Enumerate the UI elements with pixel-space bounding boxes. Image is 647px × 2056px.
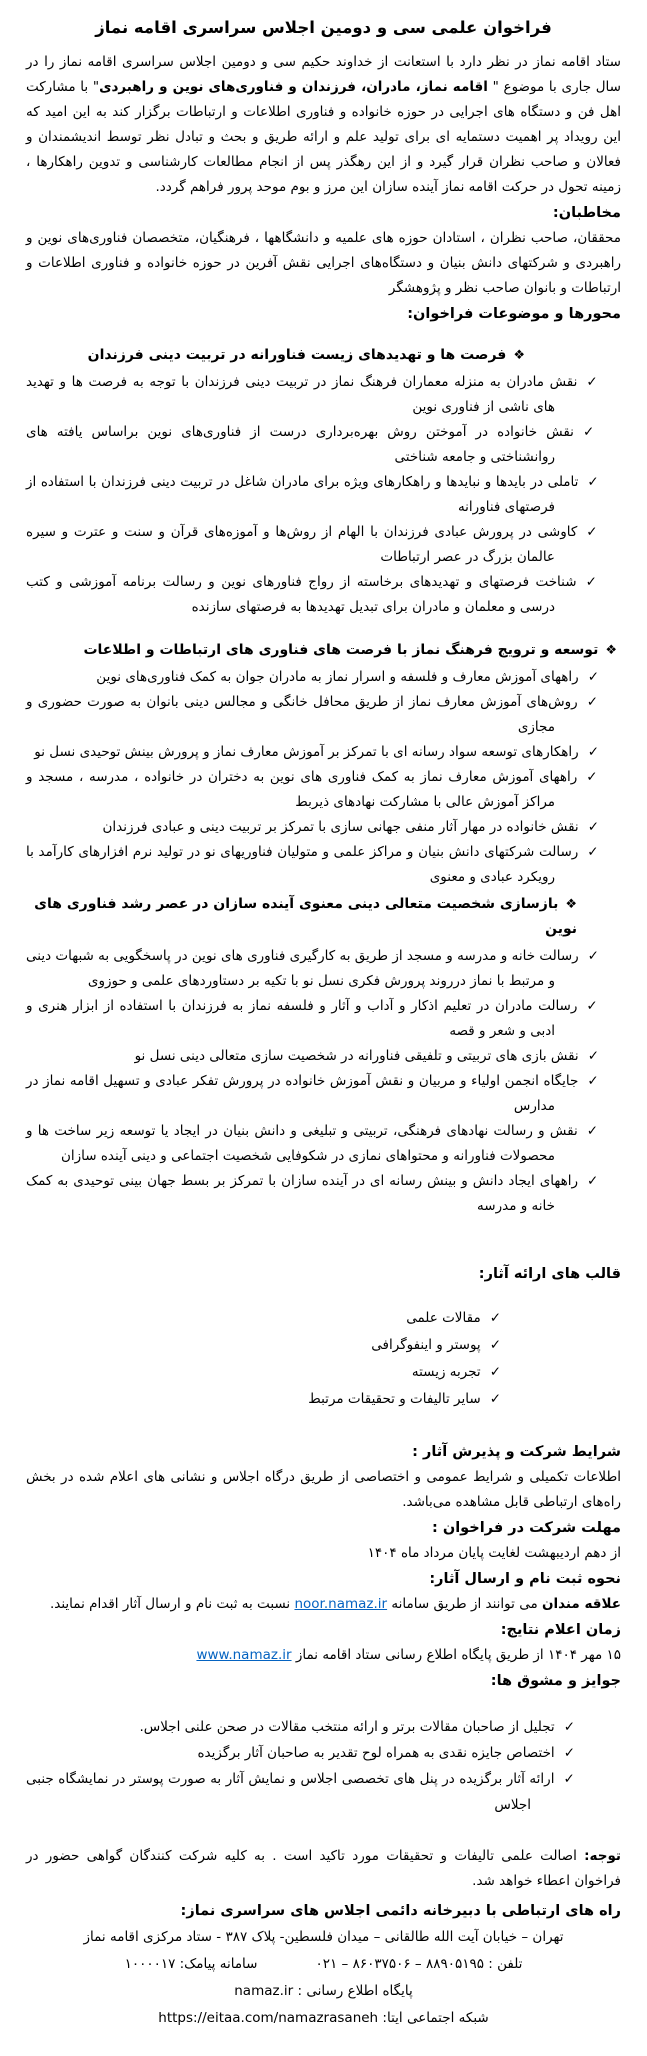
theme-item-text: نقش بازی های تربیتی و تلفیقی فناورانه در شخصیت سازی متعالی دینی نسل نو — [134, 1048, 579, 1064]
format-item-text: پوستر و اینفوگرافی — [371, 1337, 481, 1353]
audience-text: محققان، صاحب نظران ، استادان حوزه های علمیه و دانشگاهها ، فرهنگیان، متخصصان فناوری‌های نوین و راهبردی و شرکتهای دانش بنیان و دستگاه‌های اجرایی نقش آفرین در حوزه خانواده و فناوری اطلاعات و ارتباطات و بانوان صاحب نظر و پژوهشگر — [26, 230, 621, 296]
theme-item-text: رسالت شرکتهای دانش بنیان و مراکز علمی و متولیان فناوریهای نو در تولید نرم افزارهای کارآمد با رویکرد عبادی و معنوی — [26, 844, 579, 885]
registration-lead: علاقه مندان — [541, 1596, 621, 1612]
note-paragraph — [26, 1844, 621, 1894]
formats-heading: قالب های ارائه آثار: — [478, 1266, 621, 1282]
intro-before-topic: ستاد اقامه نماز در نظر دارد با استعانت از خداوند حکیم سی و دومین اجلاس سراسری اقامه نماز را در سال جاری با موضوع " — [26, 54, 621, 95]
theme-item-text: رسالت خانه و مدرسه و مسجد از طریق به کارگیری فناوری های نوین در پاسخگویی به شبهات دینی و مرتبط با نماز درروند پرورش فکری نسل نو با تکیه بر دستاوردهای علمی و حوزوی — [26, 948, 579, 989]
awards-list — [26, 1714, 621, 1818]
format-item-text: سایر تالیفات و تحقیقات مرتبط — [308, 1391, 481, 1407]
award-item — [26, 1766, 621, 1818]
award-item-text: تجلیل از صاحبان مقالات برتر و ارائه منتخب مقالات در صحن علنی اجلاس. — [139, 1719, 555, 1735]
theme-item — [26, 1119, 621, 1169]
theme-item-text: راهکارهای توسعه سواد رسانه ای با تمرکز بر آموزش معارف نماز و پرورش بینش توحیدی نسل نو — [34, 744, 579, 760]
contact-website-label: پایگاه اطلاع رسانی : — [297, 1983, 413, 1999]
diamond-bullet-icon: ❖ — [565, 897, 577, 912]
theme-item — [26, 370, 621, 420]
check-icon: ✓ — [563, 1719, 575, 1735]
theme-section-ict-promotion — [26, 638, 621, 890]
registration-heading: نحوه ثبت نام و ارسال آثار: — [429, 1571, 621, 1587]
theme-item-text: راههای آموزش معارف نماز به کمک فناوری های نوین به دختران در خانواده ، مدرسه ، مسجد و مراکز آموزش عالی با مشارکت نهادهای ذیربط — [26, 769, 578, 810]
theme-item — [26, 740, 621, 765]
check-icon: ✓ — [586, 998, 600, 1014]
format-item — [26, 1305, 621, 1332]
theme-section-ict-title — [26, 638, 621, 663]
check-icon: ✓ — [563, 1771, 575, 1787]
theme-item-text: کاوشی در پرورش عبادی فرزندان با الهام از روش‌ها و آموزه‌های قرآن و سنت و عترت و سیره عالمان بزرگ در عصر ارتباطات — [26, 524, 578, 565]
contact-heading: راه های ارتباطی با دبیرخانه دائمی اجلاس های سراسری نماز: — [180, 1903, 621, 1919]
check-icon: ✓ — [587, 844, 599, 860]
results-before-link: ۱۵ مهر ۱۴۰۴ از طریق پایگاه اطلاع رسانی ستاد اقامه نماز — [291, 1647, 621, 1663]
conditions-heading: شرایط شرکت و پذیرش آثار : — [412, 1444, 621, 1460]
contact-social-line — [26, 2005, 621, 2032]
section-title-text: فرصت ها و تهدیدهای زیست فناورانه در تربیت دینی فرزندان — [87, 347, 507, 363]
theme-item — [26, 1169, 621, 1219]
check-icon: ✓ — [586, 524, 599, 540]
check-icon: ✓ — [489, 1364, 501, 1380]
theme-item-text: روش‌های آموزش معارف نماز از طریق محافل خانگی و مجالس دینی بانوان به صورت حضوری و مجازی — [26, 694, 578, 735]
format-item-text: تجربه زیسته — [411, 1364, 481, 1380]
registration-before-link: می توانند از طریق سامانه — [387, 1596, 542, 1612]
theme-item-text: رسالت مادران در تعلیم اذکار و آداب و آثار و فلسفه نماز به فرزندان با استفاده از ابزار هنری و ادبی و شعر و قصه — [26, 998, 578, 1039]
check-icon: ✓ — [586, 1123, 600, 1139]
theme-item-text: نقش و رسالت نهادهای فرهنگی، تربیتی و تبلیغی و دانش بنیان در ایجاد یا توسعه زیر ساخت ها و محصولات فناورانه و محتواهای نمازی در شکوفایی شخصیت اجتماعی و دینی آینده سازان — [26, 1123, 578, 1164]
contact-website-url: namaz.ir — [234, 1983, 294, 1999]
results-website-link[interactable]: www.namaz.ir — [196, 1647, 292, 1663]
theme-item-text: نقش مادران به منزله معماران فرهنگ نماز در تربیت دینی فرزندان با توجه به فرصت ها و تهدید های ناشی از فناوری نوین — [26, 374, 578, 415]
check-icon: ✓ — [563, 1745, 575, 1761]
audience-heading: مخاطبان: — [552, 205, 621, 221]
theme-item — [26, 420, 621, 470]
contact-sms: سامانه پیامک: ۱۰۰۰۰۱۷ — [124, 1956, 258, 1972]
theme-item — [26, 815, 621, 840]
check-icon: ✓ — [489, 1337, 501, 1353]
theme-item — [26, 520, 621, 570]
format-item-text: مقالات علمی — [406, 1310, 481, 1326]
theme-item — [26, 840, 621, 890]
check-icon: ✓ — [586, 769, 599, 785]
theme-section-biotech-title — [26, 343, 621, 368]
theme-section-personality-title — [26, 892, 621, 942]
theme-item — [26, 994, 621, 1044]
contact-social-url: https://eitaa.com/namazrasaneh — [158, 2010, 379, 2026]
theme-item — [26, 690, 621, 740]
contact-phone: تلفن : ۸۸۹۰۵۱۹۵ – ۸۶۰۳۷۵۰۶ – ۰۲۱ — [315, 1956, 523, 1972]
note-text: اصالت علمی تالیفات و تحقیقات مورد تاکید است . به کلیه شرکت کنندگان گواهی حضور در فراخوان اعطاء خواهد شد. — [26, 1848, 621, 1889]
check-icon: ✓ — [587, 744, 599, 760]
theme-item — [26, 944, 621, 994]
award-item — [26, 1714, 621, 1740]
conditions-text: اطلاعات تکمیلی و شرایط عمومی و اختصاصی از طریق درگاه اجلاس و نشانی های اعلام شده در بخش راه‌های ارتباطی قابل مشاهده می‌باشد. — [26, 1469, 621, 1510]
check-icon: ✓ — [587, 1073, 600, 1089]
theme-item — [26, 665, 621, 690]
check-icon: ✓ — [586, 374, 600, 390]
diamond-bullet-icon: ❖ — [605, 643, 617, 658]
theme-item-text: راههای آموزش معارف و فلسفه و اسرار نماز به مادران جوان به کمک فناوری‌های نوین — [96, 669, 579, 685]
theme-item-text: نقش خانواده در آموختن روش بهره‌برداری درست از فناوری‌های نوین براساس یافته های روانشناختی و جامعه شناختی — [26, 424, 574, 465]
theme-section-biotech — [26, 343, 621, 620]
theme-item — [26, 570, 621, 620]
theme-item — [26, 1069, 621, 1119]
awards-heading: جوایز و مشوق ها: — [490, 1673, 621, 1689]
theme-item — [26, 1044, 621, 1069]
results-text — [26, 1643, 621, 1668]
themes-heading: محورها و موضوعات فراخوان: — [407, 306, 621, 322]
check-icon: ✓ — [587, 1173, 599, 1189]
format-item — [26, 1359, 621, 1386]
theme-item — [26, 470, 621, 520]
check-icon: ✓ — [582, 424, 599, 440]
theme-item — [26, 765, 621, 815]
registration-after-link: نسبت به ثبت نام و ارسال آثار اقدام نمایند. — [49, 1596, 295, 1612]
diamond-bullet-icon: ❖ — [513, 348, 525, 363]
format-item — [26, 1332, 621, 1359]
section-title-text: توسعه و ترویج فرهنگ نماز با فرصت های فناوری های ارتباطات و اطلاعات — [83, 642, 599, 658]
award-item — [26, 1740, 621, 1766]
theme-item-text: نقش خانواده در مهار آثار منفی جهانی سازی با تمرکز بر تربیت دینی و عبادی فرزندان — [102, 819, 579, 835]
registration-portal-link[interactable]: noor.namaz.ir — [294, 1596, 388, 1612]
section-title-text: بازسازی شخصیت متعالی دینی معنوی آینده سازان در عصر رشد فناوری های نوین — [34, 896, 577, 937]
intro-after-topic: " با مشارکت اهل فن و دستگاه های اجرایی در حوزه خانواده و فناوری اطلاعات و ارتباطات برگزار کند به این امید که این رویداد پر اهمیت دستمایه ای برای تولید علم و ارائه طریق و بحث و تبادل نظر توسط اندیشمندان و فعالان و صاحب نظران قرار گیرد و از این رهگذر پس از انجام مطالعات کارشناسی و تدوین راهکارها ، زمینه تحول در حرکت اقامه نماز آینده سازان این مرز و بوم موحد پرور فراهم گردد. — [26, 79, 621, 195]
deadline-heading: مهلت شرکت در فراخوان : — [431, 1520, 621, 1536]
check-icon: ✓ — [585, 574, 600, 590]
theme-item-text: تاملی در بایدها و نبایدها و راهکارهای ویژه برای مادران شاغل در تربیت دینی فرزندان با استفاده از فرصتهای فناورانه — [26, 474, 579, 515]
contact-social-label: شبکه اجتماعی ایتا: — [382, 2010, 489, 2026]
intro-topic: اقامه نماز، مادران، فرزندان و فناوری‌های نوین و راهبردی — [99, 79, 488, 95]
contact-address: تهران – خیابان آیت الله طالقانی – میدان فلسطین- پلاک ۳۸۷ - ستاد مرکزی اقامه نماز — [83, 1929, 564, 1945]
check-icon: ✓ — [587, 819, 599, 835]
check-icon: ✓ — [587, 669, 599, 685]
check-icon: ✓ — [489, 1391, 501, 1407]
theme-item-text: جایگاه انجمن اولیاء و مربیان و نقش آموزش خانواده در پرورش تفکر عبادی و تسهیل اقامه نماز در مدارس — [26, 1073, 579, 1114]
theme-item-text: راههای ایجاد دانش و بینش رسانه ای در آینده سازان با تمرکز بر بسط جهان بینی توحیدی به کمک خانه و مدرسه — [26, 1173, 578, 1214]
theme-item-text: شناخت فرصتهای و تهدیدهای برخاسته از رواج فناورهای نوین و رسالت برنامه آموزشی و کتب درسی و معلمان و مادران برای تبدیل تهدیدها به فرصتهای سازنده — [26, 574, 577, 615]
check-icon: ✓ — [586, 694, 600, 710]
deadline-text: از دهم اردیبهشت لغایت پایان مرداد ماه ۱۴۰۴ — [367, 1545, 621, 1561]
contact-website-line — [26, 1978, 621, 2005]
check-icon: ✓ — [587, 948, 599, 964]
award-item-text: ارائه آثار برگزیده در پنل های تخصصی اجلاس و نمایش آثار به صورت پوستر در نمایشگاه جنبی اجلاس — [26, 1771, 555, 1813]
intro-paragraph — [26, 50, 621, 200]
contact-phone-line — [26, 1951, 621, 1978]
formats-list — [26, 1305, 621, 1413]
format-item — [26, 1386, 621, 1413]
page-title: فراخوان علمی سی و دومین اجلاس سراسری اقامه نماز — [95, 18, 552, 37]
award-item-text: اختصاص جایزه نقدی به همراه لوح تقدیر به صاحبان آثار برگزیده — [197, 1745, 555, 1761]
results-heading: زمان اعلام نتایج: — [500, 1622, 621, 1638]
theme-section-personality — [26, 892, 621, 1219]
note-label: توجه: — [584, 1848, 621, 1864]
check-icon: ✓ — [587, 474, 600, 490]
check-icon: ✓ — [489, 1310, 501, 1326]
check-icon: ✓ — [587, 1048, 599, 1064]
registration-text — [26, 1592, 621, 1617]
